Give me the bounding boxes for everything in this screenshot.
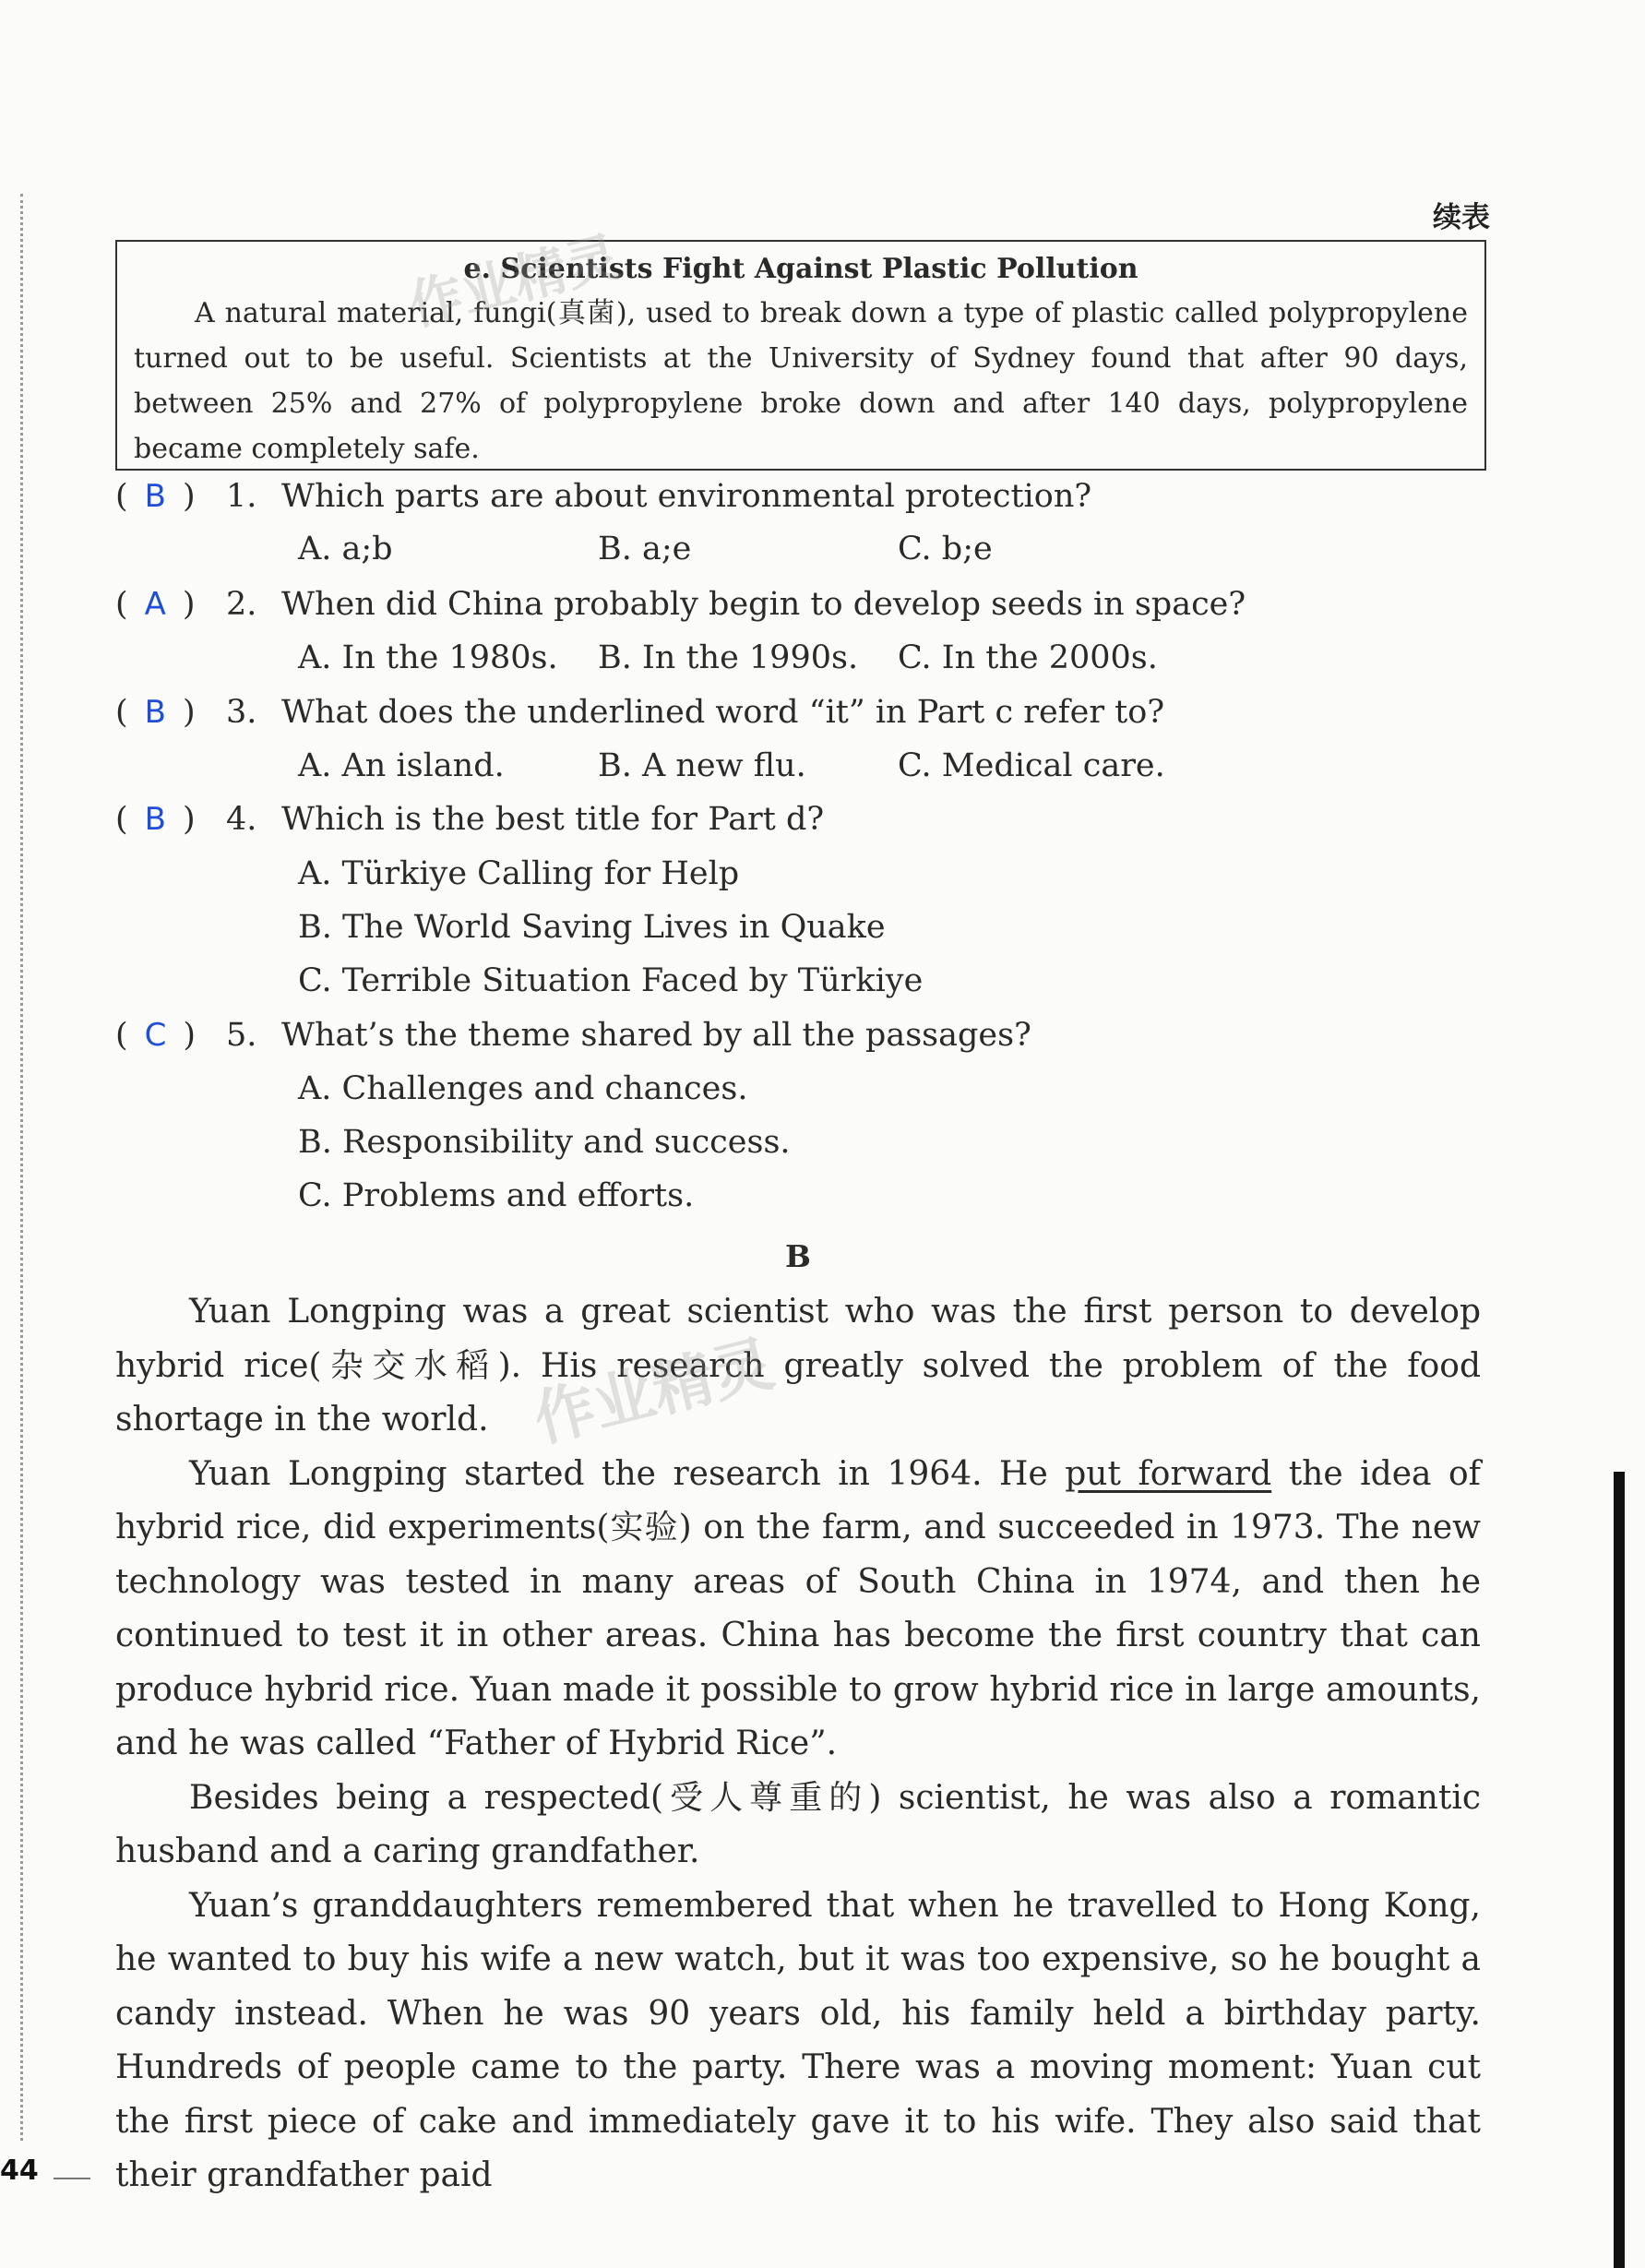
option-c: C. Terrible Situation Faced by Türkiye <box>298 962 924 999</box>
passage-b-paragraph-4: Yuan’s granddaughters remembered that when he travelled to Hong Kong, he wanted to buy his wife a new watch, but it was too expensive, so he bought a candy instead. When he was 90 years old, his family held a birthday party. Hundreds of people came to the party. There was a moving moment: Yuan cut the first piece of cake and immediately gave it to his wife. They also said that their grandfather paid <box>115 1886 1481 2194</box>
question-number: 2. <box>226 586 257 623</box>
page-number-rule <box>54 2178 90 2179</box>
paragraph-2-start: Yuan Longping started the research in 1964. He <box>189 1454 1066 1493</box>
watermark: 作业精灵 <box>402 224 626 338</box>
passage-e-title: e. Scientists Fight Against Plastic Pollution <box>463 253 1138 285</box>
continued-label: 续表 <box>1433 201 1490 234</box>
option-c: C. In the 2000s. <box>898 639 1158 676</box>
question-1 <box>115 478 1091 515</box>
option-b: B. The World Saving Lives in Quake <box>298 909 886 946</box>
answer-1: B <box>144 478 166 515</box>
underlined-phrase: put forward <box>1065 1454 1272 1493</box>
option-a: A. In the 1980s. <box>298 639 558 676</box>
options-1 <box>298 531 993 567</box>
question-number: 4. <box>226 801 257 838</box>
question-text: Which parts are about environmental protection? <box>281 478 1092 515</box>
answer-4: B <box>144 801 166 838</box>
page-number: 44 <box>0 2155 39 2187</box>
option-a: A. Challenges and chances. <box>298 1070 748 1107</box>
option-c: C. Medical care. <box>898 747 1165 784</box>
page-edge-bar <box>1614 1472 1625 2268</box>
section-b-label: B <box>785 1238 811 1274</box>
option-b: B. In the 1990s. <box>598 639 859 676</box>
answer-bracket: ( A ) <box>115 586 196 623</box>
question-text: When did China probably begin to develop seeds in space? <box>281 586 1246 623</box>
option-c: C. b;e <box>898 531 993 567</box>
option-b: B. A new flu. <box>598 747 806 784</box>
question-text: Which is the best title for Part d? <box>281 801 825 838</box>
question-number: 3. <box>226 694 257 731</box>
answer-3: B <box>144 694 166 731</box>
passage-e-box <box>115 240 1486 471</box>
option-a: A. a;b <box>298 531 393 567</box>
options-2 <box>298 639 1158 676</box>
passage-b-paragraph-1: Yuan Longping was a great scientist who was the first person to develop hybrid rice(杂交水稻). His research greatly solved the problem of the food shortage in the world. <box>115 1293 1481 1438</box>
question-text: What does the underlined word “it” in Part c refer to? <box>281 694 1165 731</box>
question-number: 5. <box>226 1017 257 1054</box>
passage-b <box>115 1285 1481 2203</box>
watermark: 作业精灵 <box>527 1328 781 1456</box>
option-b: B. a;e <box>598 531 692 567</box>
question-4 <box>115 801 824 838</box>
answer-2: A <box>144 586 166 623</box>
question-2 <box>115 586 1246 623</box>
answer-bracket: ( B ) <box>115 478 196 515</box>
passage-e-body: A natural material, fungi(真菌), used to break down a type of plastic called polypropylene turned out to be useful. Scientists at the University of Sydney found that after 90 days, between 25% and 27% of polypropylene broke down and after 140 days, polypropylene became completely safe. <box>134 297 1468 465</box>
question-5 <box>115 1017 1031 1054</box>
answer-bracket: ( C ) <box>115 1017 197 1054</box>
answer-bracket: ( B ) <box>115 801 196 838</box>
passage-b-paragraph-2 <box>115 1448 1481 1772</box>
options-3 <box>298 747 1165 784</box>
option-a: A. An island. <box>298 747 505 784</box>
question-text: What’s the theme shared by all the passages? <box>281 1017 1031 1054</box>
question-number: 1. <box>226 478 257 515</box>
binding-margin-dots <box>20 194 23 2141</box>
option-b: B. Responsibility and success. <box>298 1124 791 1161</box>
option-a: A. Türkiye Calling for Help <box>298 855 740 892</box>
answer-5: C <box>144 1017 167 1054</box>
passage-b-paragraph-3: Besides being a respected(受人尊重的) scientist, he was also a romantic husband and a caring grandfather. <box>115 1778 1482 1870</box>
paragraph-2-end: the idea of hybrid rice, did experiments(实验) on the farm, and succeeded in 1973. The new technology was tested in many areas of South China in 1974, and then he continued to test it in other areas. China has become the first country that can produce hybrid rice. Yuan made it possible to grow hybrid rice in large amounts, and he was called “Father of Hybrid Rice”. <box>115 1454 1481 1762</box>
option-c: C. Problems and efforts. <box>298 1177 695 1214</box>
answer-bracket: ( B ) <box>115 694 196 731</box>
question-3 <box>115 694 1164 731</box>
